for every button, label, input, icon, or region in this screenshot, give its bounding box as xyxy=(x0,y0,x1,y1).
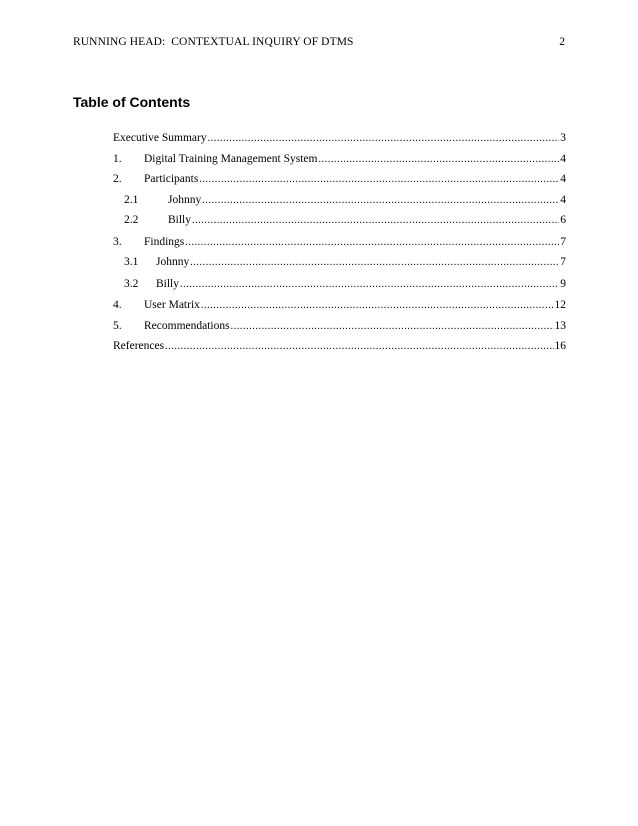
toc-entry-page: 4 xyxy=(560,194,566,206)
toc-entry-number: 1. xyxy=(113,153,122,165)
toc-entry-findings-billy[interactable] xyxy=(113,278,566,294)
toc-entry-text: References xyxy=(113,340,165,352)
toc-entry-text: Recommendations xyxy=(144,320,230,332)
toc-leader-dots xyxy=(208,133,560,144)
toc-entry-number: 2. xyxy=(113,173,122,185)
toc-leader-dots xyxy=(180,279,559,290)
toc-entry-page: 3 xyxy=(560,132,566,144)
toc-entry-page: 7 xyxy=(560,256,566,268)
toc-entry-number: 5. xyxy=(113,320,122,332)
toc-entry-findings[interactable] xyxy=(113,236,566,252)
toc-entry-text: Billy xyxy=(168,214,192,226)
toc-entry-page: 12 xyxy=(554,299,566,311)
toc-entry-page: 4 xyxy=(560,173,566,185)
toc-entry-number: 3.2 xyxy=(124,278,139,290)
page-number: 2 xyxy=(559,36,565,48)
toc-entry-number: 3. xyxy=(113,236,122,248)
toc-entry-page: 13 xyxy=(554,320,566,332)
toc-entry-page: 9 xyxy=(560,278,566,290)
toc-entry-findings-johnny[interactable] xyxy=(113,256,566,272)
toc-entry-text: Billy xyxy=(156,278,180,290)
toc-entry-number: 4. xyxy=(113,299,122,311)
toc-entry-user-matrix[interactable] xyxy=(113,299,566,315)
toc-entry-text: Participants xyxy=(144,173,199,185)
toc-entry-text: Findings xyxy=(144,236,185,248)
toc-leader-dots xyxy=(199,174,559,185)
toc-entry-number: 2.2 xyxy=(124,214,139,226)
toc-entry-text: Executive Summary xyxy=(113,132,207,144)
toc-entry-recommendations[interactable] xyxy=(113,320,566,336)
toc-entry-participants-billy[interactable] xyxy=(113,214,566,230)
toc-leader-dots xyxy=(165,341,553,352)
toc-entry-number: 2.1 xyxy=(124,194,139,206)
toc-entry-text: User Matrix xyxy=(144,299,200,311)
toc-entry-participants[interactable] xyxy=(113,173,566,189)
toc-entry-references[interactable] xyxy=(113,340,566,356)
toc-entry-text: Johnny xyxy=(168,194,202,206)
toc-leader-dots xyxy=(185,237,559,248)
toc-entry-page: 7 xyxy=(560,236,566,248)
toc-entry-page: 16 xyxy=(554,340,566,352)
toc-entry-participants-johnny[interactable] xyxy=(113,194,566,210)
toc-entry-digital-training-management-system[interactable] xyxy=(113,153,566,169)
toc-entry-page: 6 xyxy=(560,214,566,226)
toc-entry-text: Digital Training Management System xyxy=(144,153,318,165)
toc-leader-dots xyxy=(192,215,559,226)
toc-entry-number: 3.1 xyxy=(124,256,139,268)
toc-leader-dots xyxy=(231,321,554,332)
toc-entry-executive-summary[interactable] xyxy=(113,132,566,148)
toc-entry-page: 4 xyxy=(560,153,566,165)
toc-leader-dots xyxy=(201,300,554,311)
toc-title: Table of Contents xyxy=(73,94,191,110)
toc-leader-dots xyxy=(318,154,559,165)
toc-leader-dots xyxy=(190,257,559,268)
toc-leader-dots xyxy=(202,195,559,206)
toc-entry-text: Johnny xyxy=(156,256,190,268)
running-head: RUNNING HEAD: CONTEXTUAL INQUIRY OF DTMS xyxy=(73,36,354,48)
